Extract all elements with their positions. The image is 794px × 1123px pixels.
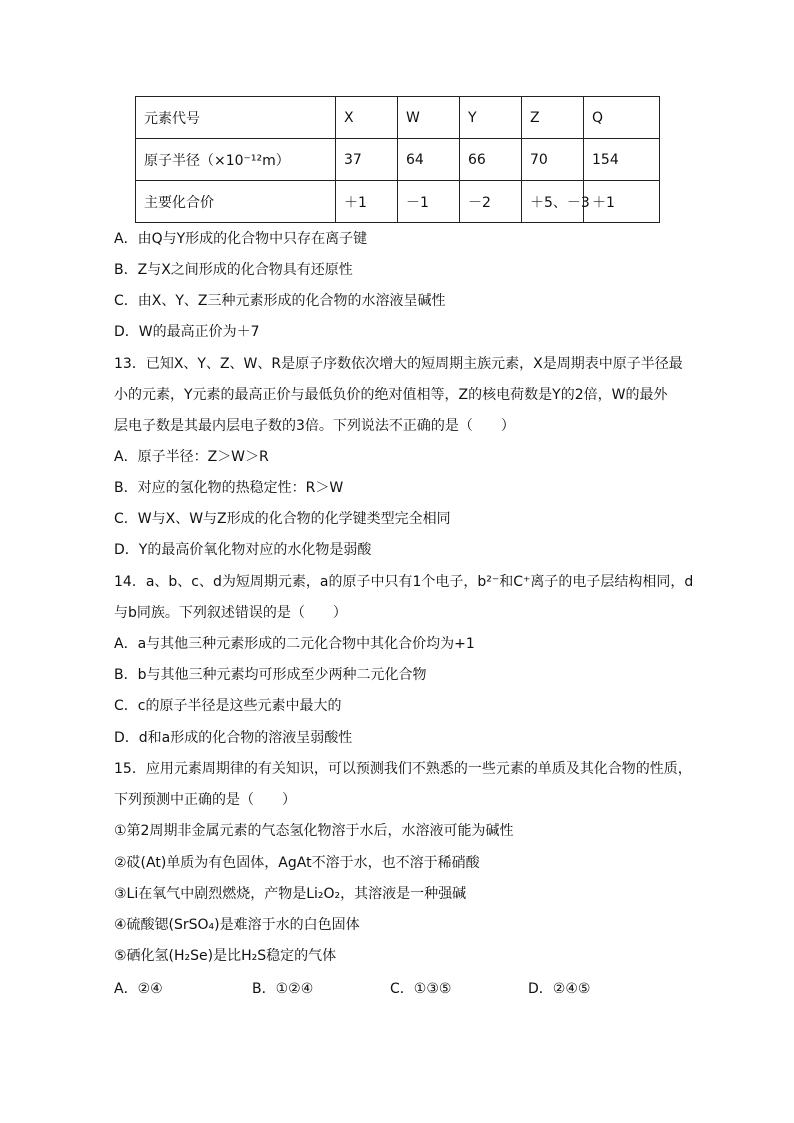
table-cell: Z (522, 97, 584, 139)
q13-stem-line-2: 小的元素，Y元素的最高正价与最低负价的绝对值相等，Z的核电荷数是Y的2倍，W的最外 (114, 387, 668, 403)
element-data-table (135, 96, 660, 223)
table-cell: 原子半径（×10⁻¹²m） (136, 139, 336, 181)
q13-option-c: C．W与X、W与Z形成的化合物的化学键类型完全相同 (114, 511, 451, 527)
q14-option-a: A．a与其他三种元素形成的二元化合物中其化合价均为+1 (114, 636, 475, 652)
q15-stem-line-2: 下列预测中正确的是（ ） (114, 792, 296, 808)
q15-statement-5: ⑤硒化氢(H₂Se)是比H₂S稳定的气体 (114, 948, 337, 964)
table-cell: ＋1 (584, 181, 660, 223)
q12-option-b: B．Z与X之间形成的化合物具有还原性 (114, 262, 353, 278)
table-cell: 64 (398, 139, 460, 181)
q12-option-a: A．由Q与Y形成的化合物中只存在离子键 (114, 231, 368, 247)
q14-option-d: D．d和a形成的化合物的溶液呈弱酸性 (114, 730, 353, 746)
q13-stem-line-1: 13．已知X、Y、Z、W、R是原子序数依次增大的短周期主族元素，X是周期表中原子半径最 (114, 356, 683, 372)
q15-statement-3: ③Li在氧气中剧烈燃烧，产物是Li₂O₂，其溶液是一种强碱 (114, 886, 467, 902)
q14-option-b: B．b与其他三种元素均可形成至少两种二元化合物 (114, 667, 427, 683)
table-cell: －2 (460, 181, 522, 223)
q13-stem-line-3: 层电子数是其最内层电子数的3倍。下列说法不正确的是（ ） (114, 418, 515, 434)
table-cell: ＋5、－3 (522, 181, 584, 223)
table-row-element-code (136, 97, 660, 139)
table-cell: 主要化合价 (136, 181, 336, 223)
table-cell: ＋1 (336, 181, 398, 223)
table-cell: X (336, 97, 398, 139)
table-row-atomic-radius (136, 139, 660, 181)
table-cell: 154 (584, 139, 660, 181)
table-cell: 37 (336, 139, 398, 181)
answer-option-d: D．②④⑤ (528, 981, 591, 997)
q13-option-d: D．Y的最高价氧化物对应的水化物是弱酸 (114, 542, 372, 558)
answer-option-a: A．②④ (114, 981, 163, 997)
q14-stem-line-1: 14．a、b、c、d为短周期元素，a的原子中只有1个电子，b²⁻和C⁺离子的电子层结构相同，d (114, 574, 694, 590)
table-row-valence (136, 181, 660, 223)
table-cell: －1 (398, 181, 460, 223)
q15-stem-line-1: 15．应用元素周期律的有关知识，可以预测我们不熟悉的一些元素的单质及其化合物的性质， (114, 761, 692, 777)
answer-option-c: C．①③⑤ (390, 981, 452, 997)
q14-option-c: C．c的原子半径是这些元素中最大的 (114, 698, 342, 714)
q13-option-a: A．原子半径：Z＞W＞R (114, 449, 269, 465)
table-cell: Y (460, 97, 522, 139)
table-cell: 70 (522, 139, 584, 181)
q13-option-b: B．对应的氢化物的热稳定性：R＞W (114, 480, 344, 496)
table-cell: 元素代号 (136, 97, 336, 139)
q15-answer-options (114, 979, 694, 999)
q14-stem-line-2: 与b同族。下列叙述错误的是（ ） (114, 605, 347, 621)
q15-statement-1: ①第2周期非金属元素的气态氢化物溶于水后，水溶液可能为碱性 (114, 823, 514, 839)
table-cell: W (398, 97, 460, 139)
answer-option-b: B．①②④ (252, 981, 314, 997)
q12-option-d: D．W的最高正价为＋7 (114, 324, 260, 340)
table-cell: Q (584, 97, 660, 139)
q15-statement-4: ④硫酸锶(SrSO₄)是难溶于水的白色固体 (114, 917, 360, 933)
q12-option-c: C．由X、Y、Z三种元素形成的化合物的水溶液呈碱性 (114, 293, 446, 309)
table-cell: 66 (460, 139, 522, 181)
q15-statement-2: ②砹(At)单质为有色固体，AgAt不溶于水，也不溶于稀硝酸 (114, 855, 480, 871)
